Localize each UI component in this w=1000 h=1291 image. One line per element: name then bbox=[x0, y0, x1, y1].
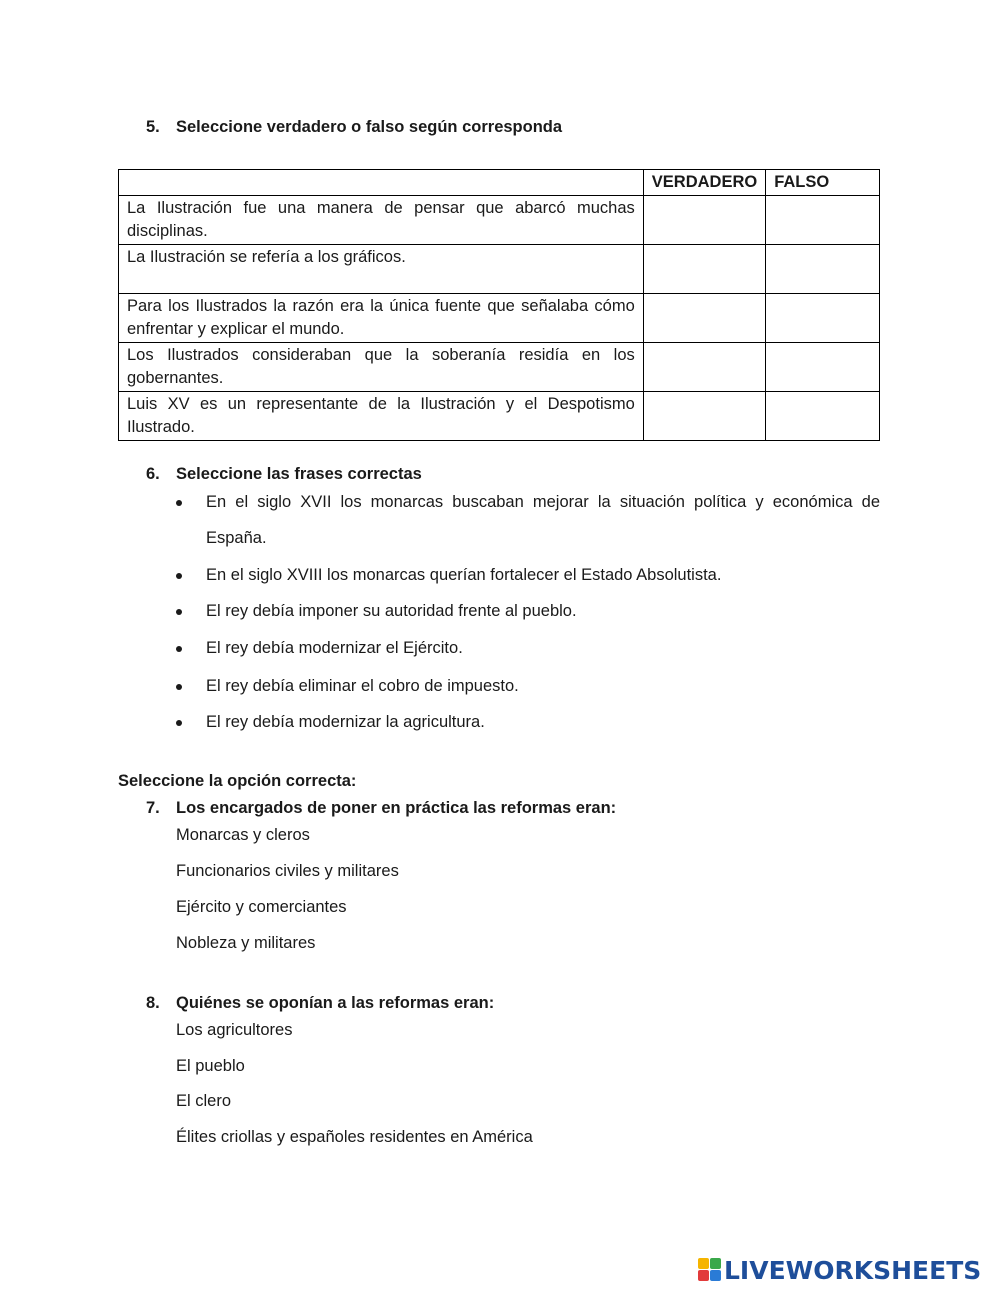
q7-number: 7. bbox=[146, 799, 160, 817]
liveworksheets-logo bbox=[698, 1256, 981, 1284]
list-item-text: En el siglo XVIII los monarcas querían fortalecer el Estado Absolutista. bbox=[206, 566, 722, 584]
false-answer-cell[interactable] bbox=[766, 343, 880, 392]
list-item-text: El rey debía modernizar el Ejército. bbox=[206, 639, 463, 657]
table-header-row bbox=[119, 170, 880, 196]
bullet-icon bbox=[176, 609, 182, 615]
true-false-table bbox=[118, 169, 880, 441]
bullet-icon bbox=[176, 720, 182, 726]
list-item-text: El rey debía eliminar el cobro de impuesto. bbox=[206, 677, 519, 695]
true-answer-cell[interactable] bbox=[643, 294, 765, 343]
table-row bbox=[119, 392, 880, 441]
q5-number: 5. bbox=[146, 118, 160, 136]
list-item-text: En el siglo XVII los monarcas buscaban mejorar la situación política y económica de España. bbox=[206, 493, 880, 547]
section-heading: Seleccione la opción correcta: bbox=[118, 772, 357, 790]
bullet-icon bbox=[176, 500, 182, 506]
false-answer-cell[interactable] bbox=[766, 196, 880, 245]
table-row bbox=[119, 294, 880, 343]
header-false: FALSO bbox=[766, 170, 880, 196]
q8-option[interactable]: El pueblo bbox=[176, 1057, 245, 1075]
table-row bbox=[119, 196, 880, 245]
false-answer-cell[interactable] bbox=[766, 294, 880, 343]
q6-title: Seleccione las frases correctas bbox=[176, 465, 422, 483]
q8-option[interactable]: Los agricultores bbox=[176, 1021, 293, 1039]
table-row bbox=[119, 245, 880, 294]
true-answer-cell[interactable] bbox=[643, 196, 765, 245]
q8-title: Quiénes se oponían a las reformas eran: bbox=[176, 994, 495, 1012]
true-answer-cell[interactable] bbox=[643, 343, 765, 392]
q6-number: 6. bbox=[146, 465, 160, 483]
false-answer-cell[interactable] bbox=[766, 392, 880, 441]
header-empty-cell bbox=[119, 170, 644, 196]
liveworksheets-logo-icon bbox=[698, 1258, 722, 1282]
q5-title: Seleccione verdadero o falso según corresponda bbox=[176, 118, 563, 136]
statement-text: Luis XV es un representante de la Ilustración y el Despotismo Ilustrado. bbox=[119, 392, 644, 441]
header-true: VERDADERO bbox=[643, 170, 765, 196]
q8-option[interactable]: Élites criollas y españoles residentes en América bbox=[176, 1128, 533, 1146]
bullet-icon bbox=[176, 684, 182, 690]
bullet-icon bbox=[176, 646, 182, 652]
list-item-text: El rey debía modernizar la agricultura. bbox=[206, 713, 485, 731]
q8-number: 8. bbox=[146, 994, 160, 1012]
q7-title: Los encargados de poner en práctica las reformas eran: bbox=[176, 799, 617, 817]
q8-option[interactable]: El clero bbox=[176, 1092, 232, 1110]
bullet-icon bbox=[176, 573, 182, 579]
statement-text: Para los Ilustrados la razón era la única fuente que señalaba cómo enfrentar y explicar el mundo. bbox=[119, 294, 644, 343]
statement-text: La Ilustración fue una manera de pensar que abarcó muchas disciplinas. bbox=[119, 196, 644, 245]
logo-text: LIVEWORKSHEETS bbox=[724, 1255, 982, 1285]
list-item-text: El rey debía imponer su autoridad frente al pueblo. bbox=[206, 602, 577, 620]
table-row bbox=[119, 343, 880, 392]
q7-option[interactable]: Funcionarios civiles y militares bbox=[176, 862, 399, 880]
true-answer-cell[interactable] bbox=[643, 392, 765, 441]
statement-text: Los Ilustrados consideraban que la soberanía residía en los gobernantes. bbox=[119, 343, 644, 392]
statement-text: La Ilustración se refería a los gráficos. bbox=[119, 245, 644, 294]
false-answer-cell[interactable] bbox=[766, 245, 880, 294]
true-answer-cell[interactable] bbox=[643, 245, 765, 294]
q7-option[interactable]: Ejército y comerciantes bbox=[176, 898, 347, 916]
q7-option[interactable]: Nobleza y militares bbox=[176, 934, 316, 952]
q7-option[interactable]: Monarcas y cleros bbox=[176, 826, 310, 844]
